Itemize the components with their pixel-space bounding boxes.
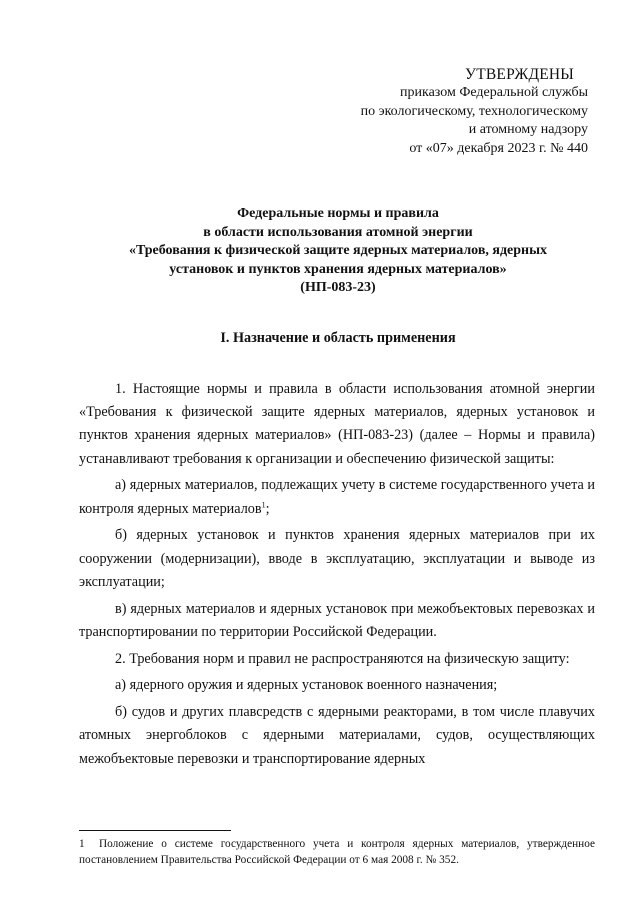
approval-heading: УТВЕРЖДЕНЫ [465, 66, 574, 83]
title-line: Федеральные нормы и правила [237, 206, 439, 221]
footnote-divider [79, 830, 231, 831]
title-line: (НП-083-23) [300, 280, 376, 296]
paragraph-1a-end: ; [265, 500, 270, 517]
paragraph-1: 1. Настоящие нормы и правила в области использования атомной энергии «Требования к физической защите ядерных материалов, ядерных установок и пунктов хранения ядерных материалов» (НП-083-23) (далее – Нормы и правила) устанавливают требования к организации и обеспечению физической защиты: [79, 381, 595, 467]
footnote [79, 837, 595, 868]
paragraph-2a: а) ядерного оружия и ядерных установок военного назначения; [115, 677, 498, 694]
document-title [80, 205, 596, 298]
paragraph-2b: б) судов и других плавсредств с ядерными реакторами, в том числе плавучих атомных энергоблоков с ядерными материалами, судов, осуществляющих межобъектовые перевозки и транспортирование ядерных [79, 704, 595, 767]
section-heading: I. Назначение и область применения [220, 330, 456, 346]
approval-line: от «07» декабря 2023 г. № 440 [409, 140, 588, 156]
footnote-number: 1 [79, 838, 85, 850]
title-line: «Требования к физической защите ядерных материалов, ядерных [128, 243, 548, 259]
paragraph-1c: в) ядерных материалов и ядерных установок при межобъектовых перевозках и транспортировании по территории Российской Федерации. [79, 600, 595, 640]
paragraph-1a-text: а) ядерных материалов, подлежащих учету в системе государственного учета и контроля ядерных материалов [79, 477, 595, 517]
paragraph-1b: б) ядерных установок и пунктов хранения ядерных материалов при их сооружении (модернизации), вводе в эксплуатацию, эксплуатации и выводе из эксплуатации; [79, 527, 595, 590]
approval-stamp-block [330, 66, 588, 158]
approval-line: и атомному надзору [468, 122, 588, 138]
approval-line: приказом Федеральной службы [400, 85, 588, 101]
document-body [79, 378, 595, 774]
footnote-ref: 1 [261, 499, 266, 509]
approval-line: по экологическому, технологическому [360, 103, 588, 119]
title-line: в области использования атомной энергии [203, 224, 473, 240]
footnote-text: Положение о системе государственного учета и контроля ядерных материалов, утвержденное постановлением Правительства Российской Федерации от 6 мая 2008 г. № 352. [79, 838, 595, 866]
title-line: установок и пунктов хранения ядерных материалов» [169, 261, 507, 277]
paragraph-2: 2. Требования норм и правил не распространяются на физическую защиту: [115, 650, 570, 667]
paragraph-1a [79, 474, 595, 520]
